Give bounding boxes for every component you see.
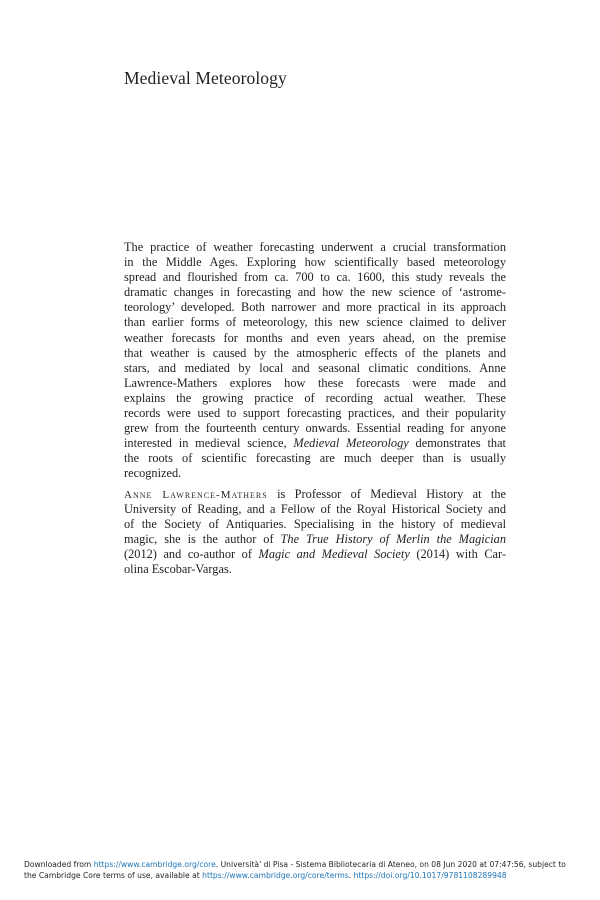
book-title-inline: Medieval Meteorology	[293, 436, 409, 451]
book-title-inline: Magic and Medieval Society	[258, 547, 410, 562]
book-description	[124, 240, 506, 482]
terms-link[interactable]: https://www.cambridge.org/core/terms	[202, 871, 349, 880]
author-bio	[124, 487, 506, 578]
description-line: Lawrence-Mathers explores how these forecasts were made and	[124, 375, 506, 390]
description-line	[124, 436, 506, 451]
bio-text: (2012) and co-author of	[124, 547, 252, 562]
bio-line	[124, 487, 506, 502]
footer-line	[24, 870, 579, 881]
description-line: that weather is caused by the atmospheric effects of the planets and	[124, 345, 506, 360]
description-line: The practice of weather forecasting underwent a crucial transformation	[124, 240, 506, 254]
doi-link[interactable]: https://doi.org/10.1017/9781108289948	[353, 871, 507, 880]
download-footer	[24, 859, 579, 881]
book-title: Medieval Meteorology	[124, 68, 287, 88]
description-line: records were used to support forecasting practices, and their popularity	[124, 406, 506, 421]
description-line: than earlier forms of meteorology, this new science claimed to deliver	[124, 315, 506, 330]
book-title-inline: The True History of Merlin the Magician	[280, 532, 506, 547]
bio-line	[124, 532, 506, 547]
description-line: explains the growing practice of recording actual weather. These	[124, 390, 506, 405]
footer-text: .	[348, 871, 352, 880]
description-line: teorology’ developed. Both narrower and more practical in its approach	[124, 300, 506, 315]
cambridge-core-link[interactable]: https://www.cambridge.org/core	[93, 860, 216, 869]
description-line: stars, and mediated by local and seasonal climatic conditions. Anne	[124, 360, 506, 375]
description-line: dramatic changes in forecasting and how the new science of ‘astrome-	[124, 285, 506, 300]
bio-text: magic, she is the author of	[124, 532, 274, 547]
bio-line: olina Escobar-Vargas.	[124, 562, 232, 577]
bio-text: is Professor of Medieval History at the	[277, 487, 506, 501]
description-line: grew from the fourteenth century onwards. Essential reading for anyone	[124, 421, 506, 436]
description-line: recognized.	[124, 466, 182, 481]
description-line: in the Middle Ages. Exploring how scientifically based meteorology	[124, 255, 506, 270]
footer-line	[24, 859, 579, 870]
bio-line	[124, 547, 506, 562]
footer-text: the Cambridge Core terms of use, available at	[24, 871, 200, 880]
bio-line: University of Reading, and a Fellow of the Royal Historical Society and	[124, 502, 506, 517]
footer-text: Downloaded from	[24, 860, 92, 869]
description-text: interested in medieval science,	[124, 436, 287, 451]
description-line: the roots of scientific forecasting are much deeper than is usually	[124, 451, 506, 466]
author-name: Anne Lawrence-Mathers	[124, 489, 268, 501]
footer-text: . Università' di Pisa - Sistema Bibliotecaria di Ateneo, on 08 Jun 2020 at 07:47:56, subject to	[215, 860, 566, 869]
bio-text: (2014) with Car-	[416, 547, 506, 562]
description-line: spread and flourished from ca. 700 to ca. 1600, this study reveals the	[124, 270, 506, 285]
description-line: weather forecasts for months and even years ahead, on the premise	[124, 330, 506, 345]
description-text: demonstrates that	[415, 436, 506, 451]
bio-line: of the Society of Antiquaries. Specialising in the history of medieval	[124, 517, 506, 532]
